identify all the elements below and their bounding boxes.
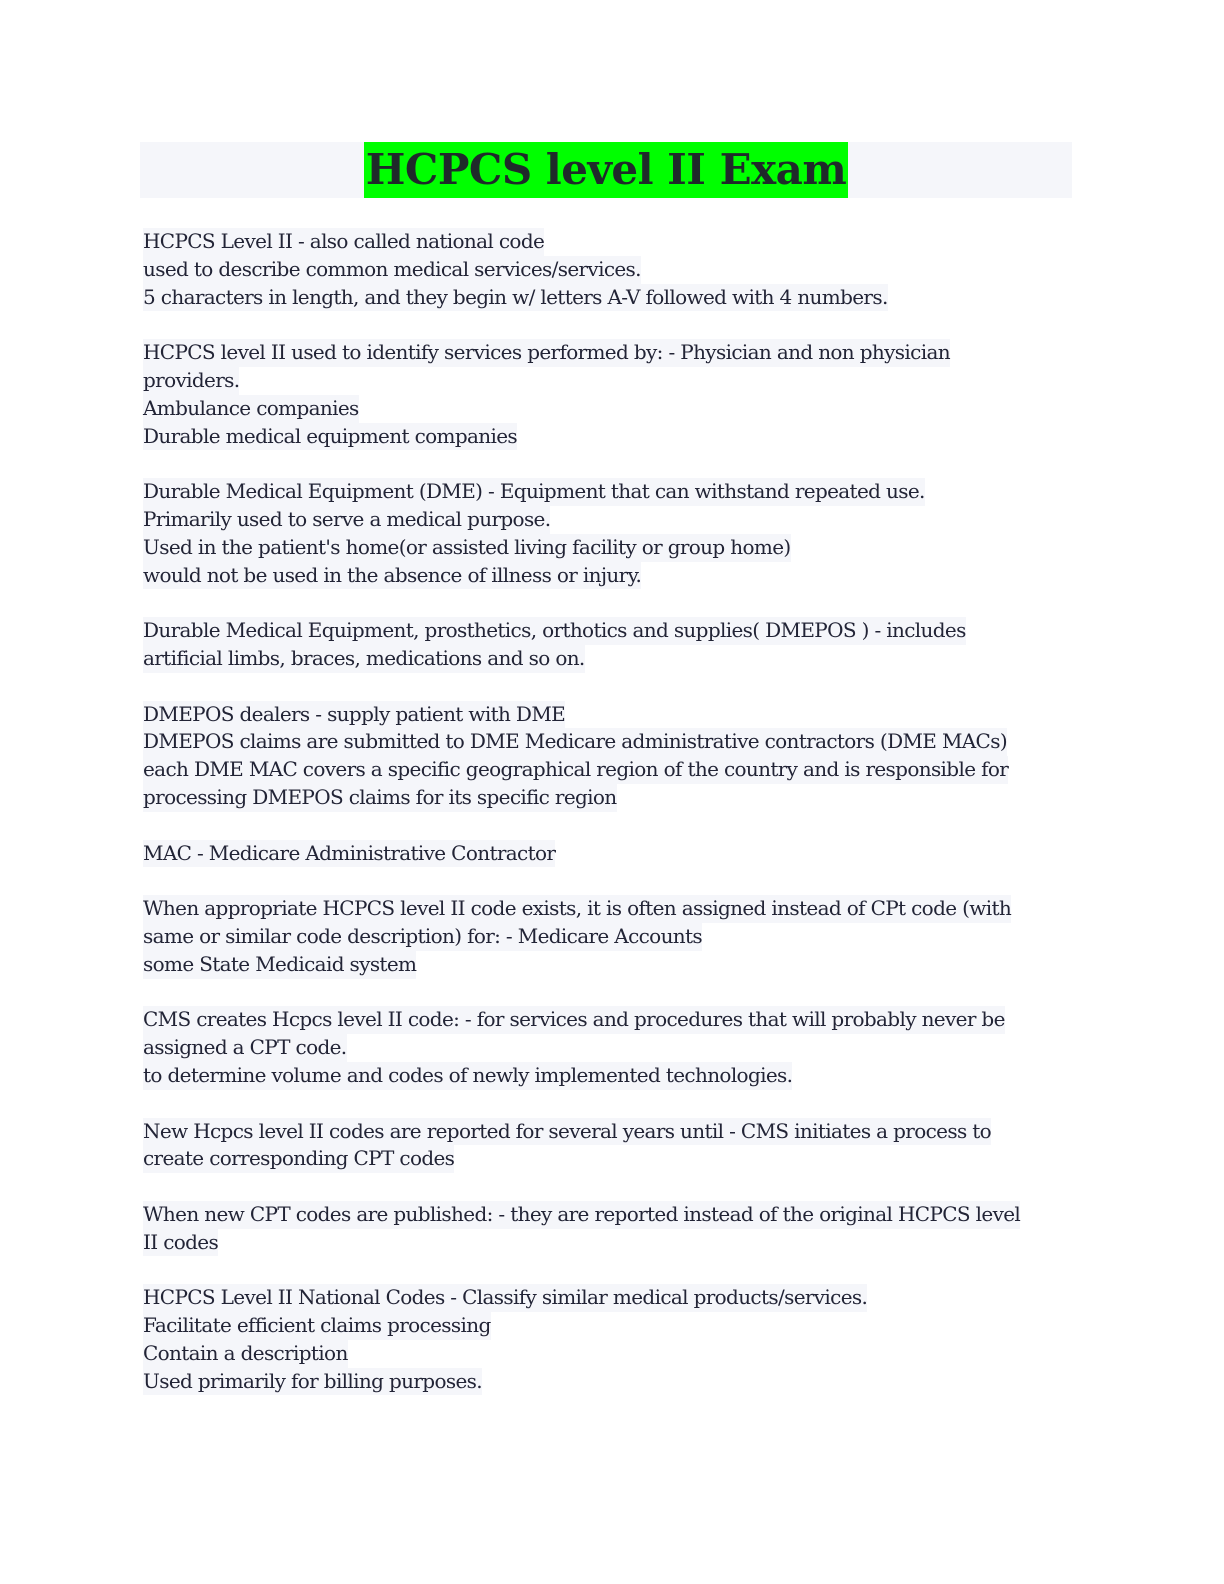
paragraph [143,840,1072,868]
paragraph [143,1284,1072,1395]
text-line: providers. [143,367,239,395]
text-line: used to describe common medical services/services. [143,256,641,284]
document-body [140,228,1072,1395]
text-line: Durable Medical Equipment, prosthetics, orthotics and supplies( DMEPOS ) - includes [143,617,966,645]
text-line: would not be used in the absence of illness or injury. [143,562,641,590]
text-line: DMEPOS dealers - supply patient with DME [143,701,565,729]
paragraph [143,339,1072,450]
text-line: assigned a CPT code. [143,1034,347,1062]
text-line: each DME MAC covers a specific geographical region of the country and is responsible for [143,756,1008,784]
text-line: HCPCS Level II National Codes - Classify similar medical products/services. [143,1284,867,1312]
paragraph [143,1201,1072,1257]
paragraph [143,701,1072,812]
document-title: HCPCS level II Exam [364,142,849,198]
text-line: processing DMEPOS claims for its specific region [143,784,617,812]
document-page [140,142,1072,1423]
text-line: Contain a description [143,1340,348,1368]
paragraph [143,478,1072,589]
text-line: CMS creates Hcpcs level II code: - for services and procedures that will probably never be [143,1006,1005,1034]
paragraph [143,1118,1072,1174]
text-line: create corresponding CPT codes [143,1145,454,1173]
text-line: some State Medicaid system [143,951,416,979]
text-line: 5 characters in length, and they begin w/ letters A-V followed with 4 numbers. [143,284,888,312]
text-line: HCPCS level II used to identify services performed by: - Physician and non physician [143,339,950,367]
text-line: MAC - Medicare Administrative Contractor [143,840,555,868]
paragraph [143,617,1072,673]
text-line: II codes [143,1229,218,1257]
text-line: New Hcpcs level II codes are reported for several years until - CMS initiates a process to [143,1118,991,1146]
text-line: Used in the patient's home(or assisted living facility or group home) [143,534,791,562]
text-line: Ambulance companies [143,395,359,423]
text-line: Durable Medical Equipment (DME) - Equipment that can withstand repeated use. [143,478,925,506]
text-line: Facilitate efficient claims processing [143,1312,491,1340]
text-line: When appropriate HCPCS level II code exists, it is often assigned instead of CPt code (with [143,895,1011,923]
text-line: Used primarily for billing purposes. [143,1368,482,1396]
text-line: to determine volume and codes of newly implemented technologies. [143,1062,792,1090]
paragraph [143,895,1072,978]
text-line: Primarily used to serve a medical purpose. [143,506,550,534]
paragraph [143,1006,1072,1089]
text-line: DMEPOS claims are submitted to DME Medicare administrative contractors (DME MACs) [143,728,1007,756]
text-line: When new CPT codes are published: - they are reported instead of the original HCPCS level [143,1201,1020,1229]
text-line: artificial limbs, braces, medications and so on. [143,645,585,673]
text-line: Durable medical equipment companies [143,423,517,451]
text-line: HCPCS Level II - also called national code [143,228,544,256]
text-line: same or similar code description) for: - Medicare Accounts [143,923,702,951]
paragraph [143,228,1072,311]
title-band [140,142,1072,198]
